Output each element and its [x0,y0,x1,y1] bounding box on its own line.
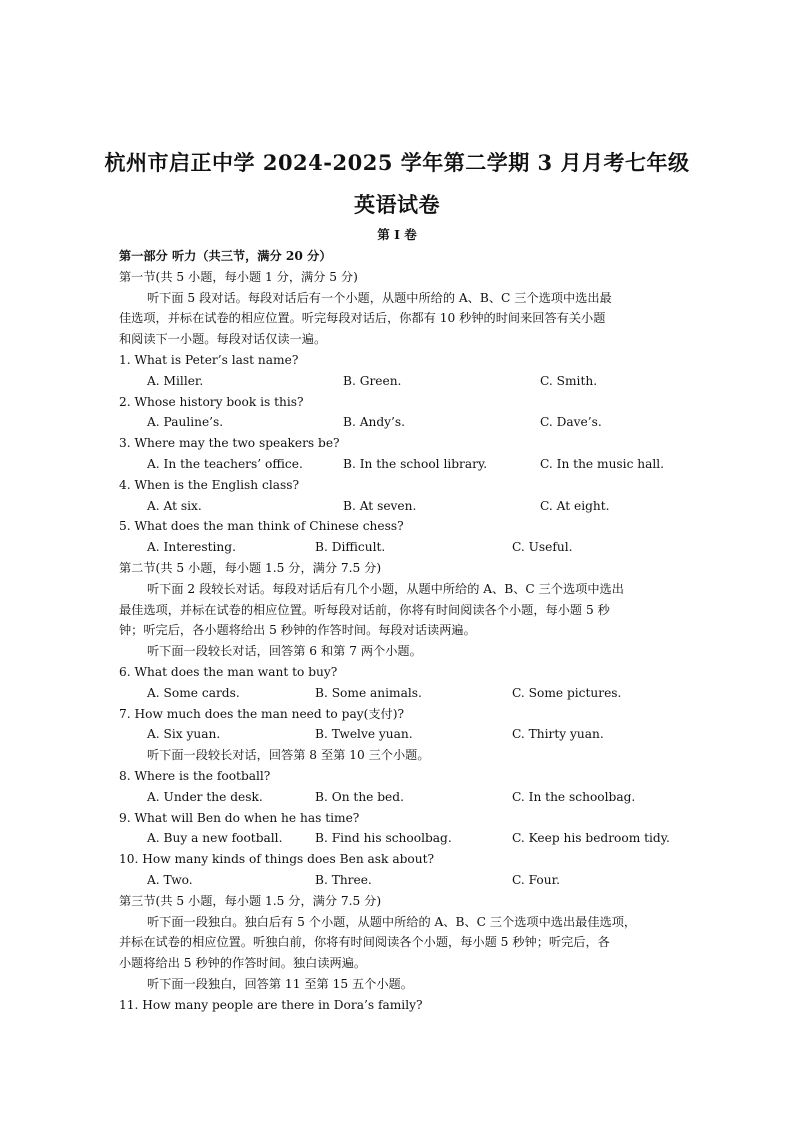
question-7-options [119,724,679,745]
question-7: 7. How much does the man need to pay(支付)? [119,706,405,721]
option-c: C. Useful. [512,540,573,555]
option-b: B. Difficult. [315,540,386,555]
instruction-line: 钟；听完后，各小题将给出 5 秒钟的作答时间。每段对话读两遍。 [119,623,476,638]
question-2-options [119,412,679,433]
option-a: A. Interesting. [147,540,236,555]
option-a: A. Buy a new football. [147,831,283,846]
volume-label: 第 I 卷 [377,227,417,242]
option-c: C. At eight. [540,498,610,513]
section3-instructions [119,912,679,974]
section1-heading: 第一节(共 5 小题，每小题 1 分，满分 5 分) [119,269,358,284]
instruction-line: 听下面 2 段较长对话。每段对话后有几个小题，从题中所给的 A、B、C 三个选项中选出 [147,581,624,596]
question-10: 10. How many kinds of things does Ben ask about? [119,852,435,867]
part1-heading: 第一部分 听力（共三节，满分 20 分） [119,249,332,263]
option-b: B. Find his schoolbag. [315,831,452,846]
question-10-options [119,870,679,891]
instruction-line: 和阅读下一小题。每段对话仅读一遍。 [119,332,327,347]
option-a: A. Some cards. [147,685,240,700]
option-c: C. Dave’s. [540,415,602,430]
exam-content [119,246,679,1015]
option-b: B. Green. [343,373,402,388]
instruction-line: 听下面一段独白。独白后有 5 个小题，从题中所给的 A、B、C 三个选项中选出最佳选项， [147,914,637,929]
option-a: A. Pauline’s. [147,415,224,430]
instruction-line: 并标在试卷的相应位置。听独白前，你将有时间阅读各个小题，每小题 5 秒钟；听完后，各 [119,935,610,950]
dialogue-intro-a: 听下面一段较长对话，回答第 6 和第 7 两个小题。 [147,644,422,659]
section2-heading: 第二节(共 5 小题，每小题 1.5 分，满分 7.5 分) [119,560,382,575]
question-9: 9. What will Ben do when he has time? [119,810,360,825]
question-4: 4. When is the English class? [119,477,300,492]
instruction-line: 小题将给出 5 秒钟的作答时间。独白读两遍。 [119,956,367,971]
option-a: A. At six. [147,498,202,513]
option-c: C. Keep his bedroom tidy. [512,831,670,846]
option-c: C. In the music hall. [540,456,665,471]
option-a: A. In the teachers’ office. [147,456,303,471]
question-1-options [119,371,679,392]
option-b: B. Twelve yuan. [315,727,413,742]
exam-title-line-2: 英语试卷 [354,192,440,217]
option-c: C. Some pictures. [512,685,622,700]
option-a: A. Six yuan. [147,727,221,742]
option-b: B. On the bed. [315,789,404,804]
question-8: 8. Where is the football? [119,768,271,783]
option-a: A. Two. [147,872,193,887]
dialogue-intro-b: 听下面一段较长对话，回答第 8 至第 10 三个小题。 [147,748,430,763]
option-b: B. At seven. [343,498,417,513]
instruction-line: 听下面 5 段对话。每段对话后有一个小题，从题中所给的 A、B、C 三个选项中选出最 [147,290,612,305]
question-11: 11. How many people are there in Dora’s family? [119,997,423,1012]
option-a: A. Under the desk. [147,789,263,804]
option-b: B. Andy’s. [343,415,406,430]
instruction-line: 佳选项，并标在试卷的相应位置。听完每段对话后，你都有 10 秒钟的时间来回答有关小题 [119,311,606,326]
question-6-options [119,683,679,704]
option-a: A. Miller. [147,373,204,388]
question-4-options [119,496,679,517]
question-8-options [119,787,679,808]
question-1: 1. What is Peter’s last name? [119,352,299,367]
option-b: B. In the school library. [343,456,488,471]
question-5: 5. What does the man think of Chinese chess? [119,519,404,534]
option-c: C. Smith. [540,373,598,388]
instruction-line: 最佳选项，并标在试卷的相应位置。听每段对话前，你将有时间阅读各个小题，每小题 5 秒 [119,602,610,617]
question-3: 3. Where may the two speakers be? [119,436,340,451]
option-c: C. Thirty yuan. [512,727,604,742]
option-b: B. Some animals. [315,685,422,700]
question-6: 6. What does the man want to buy? [119,664,338,679]
exam-title-line-1: 杭州市启正中学 2024-2025 学年第二学期 3 月月考七年级 [104,150,690,175]
question-9-options [119,828,679,849]
question-3-options [119,454,679,475]
option-c: C. Four. [512,872,560,887]
section3-heading: 第三节(共 5 小题，每小题 1.5 分，满分 7.5 分) [119,893,382,908]
question-2: 2. Whose history book is this? [119,394,304,409]
option-b: B. Three. [315,872,372,887]
section2-instructions [119,579,679,641]
option-c: C. In the schoolbag. [512,789,636,804]
monologue-intro: 听下面一段独白，回答第 11 至第 15 五个小题。 [147,976,413,991]
question-5-options [119,537,679,558]
section1-instructions [119,288,679,350]
